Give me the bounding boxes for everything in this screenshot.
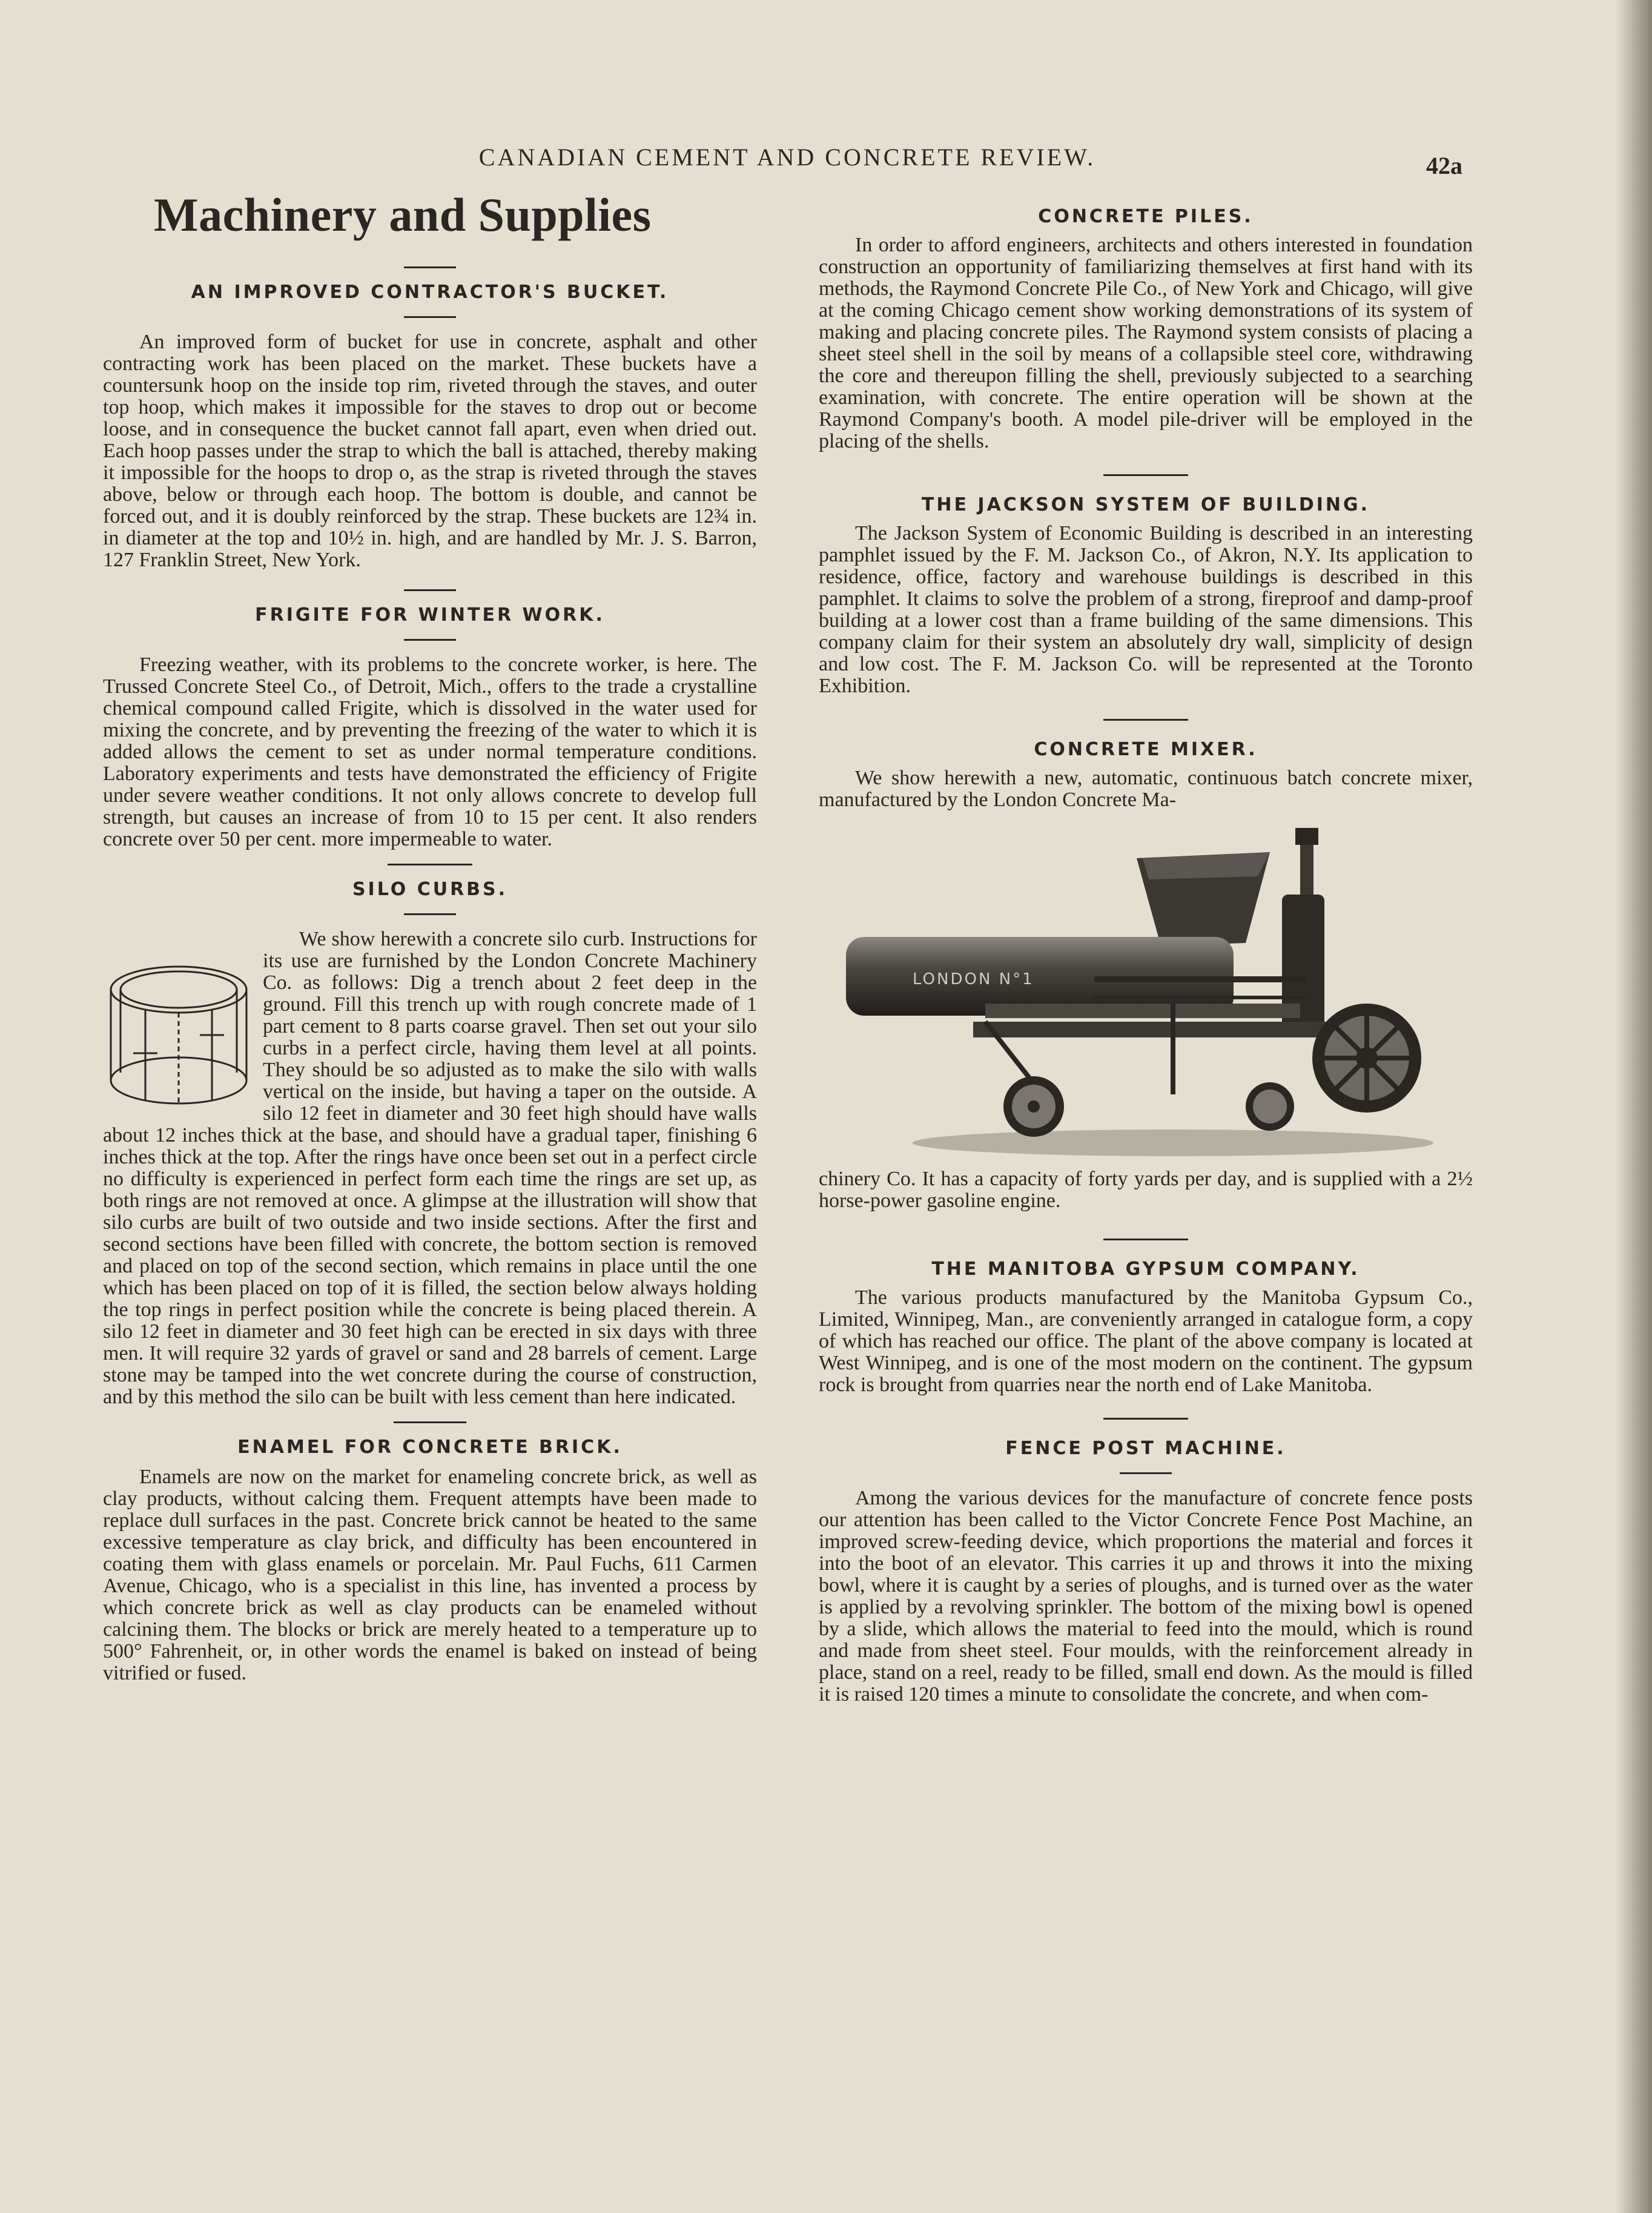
heading-piles: CONCRETE PILES. <box>1038 206 1254 227</box>
right-column <box>819 200 1473 1705</box>
article-piles: In order to afford engineers, architects and others interested in foundation construction an opportunity of familiarizing themselves at first hand with its methods, the Raymond Concrete Pile Co., of New York and Chicago, will give at the coming Chicago cement show working demonstrations of its system of making and placing concrete piles. The Raymond system consists of placing a sheet steel shell in the soil by means of a collapsible steel core, withdrawing the core and thereupon filling the shell, previously subjected to a searching examination, with concrete. The entire operation will be shown at the Raymond Company's booth. A model pile-driver will be employed in the placing of the shells. <box>819 234 1473 452</box>
divider <box>404 266 456 268</box>
heading-silo: SILO CURBS. <box>352 879 508 900</box>
article-silo: We show herewith a concrete silo curb. Instructions for its use are furnished by the London Concrete Machinery Co. as follows: Dig a trench about 2 feet deep in the ground. Fill this trench up with rough concrete made of 1 part cement to 8 parts coarse gravel. Then set out your silo curbs in a perfect circle, having them level at all points. They should be so adjusted as to make the silo with walls vertical on the inside, but having a taper on the outside. A silo 12 feet in diameter and 30 feet high should have walls about 12 inches thick at the base, and should have a gradual taper, finishing 6 inches thick at the top. After the rings have once been set out in a perfect circle no difficulty is experienced in perfect form each time the rings are set up, as both rings are not removed at once. A glimpse at the illustration will show that silo curbs are built of two outside and two inside sections. After the first and second sections have been filled with concrete, the bottom section is removed and placed on top of the second section, which remains in place until the one which has been placed on top of it is filled, the section below always holding the top rings in perfect position while the concrete is being placed therein. A silo 12 feet in diameter and 30 feet high can be erected in six days with three men. It will require 32 yards of gravel or sand and 28 barrels of cement. Large stone may be tamped into the wet concrete during the course of construction, and by this method the silo can be built with less cement than here indicated. <box>103 928 757 1408</box>
heading-bucket: AN IMPROVED CONTRACTOR'S BUCKET. <box>191 282 669 303</box>
mixer-plate-text: LONDON N°1 <box>913 970 1034 988</box>
divider <box>404 639 456 641</box>
divider <box>1103 719 1188 721</box>
heading-enamel: ENAMEL FOR CONCRETE BRICK. <box>237 1437 623 1458</box>
divider <box>404 589 456 591</box>
article-fence: Among the various devices for the manufacture of concrete fence posts our attention has been called to the Victor Concrete Fence Post Machine, an improved screw-feeding device, which proportions the material and forces it into the boot of an elevator. This carries it up and throws it into the mixing bowl, where it is caught by a series of ploughs, and is turned over as the water is applied by a revolving sprinkler. The bottom of the mixing bowl is opened by a slide, which allows the material to feed into the mould, which is round and made from sheet steel. Four moulds, with the reinforcement already in place, stand on a reel, ready to be filled, small end down. As the mould is filled it is raised 120 times a minute to consolidate the concrete, and when com- <box>819 1487 1473 1705</box>
article-jackson: The Jackson System of Economic Building is described in an interesting pamphlet issued by the F. M. Jackson Co., of Akron, N.Y. Its application to residence, office, factory and warehouse buildings is described in this pamphlet. It claims to solve the problem of a strong, fireproof and damp-proof building at a lower cost than a frame building of the same dimensions. This company claim for their system an absolutely dry wall, simplicity of design and low cost. The F. M. Jackson Co. will be represented at the Toronto Exhibition. <box>819 522 1473 697</box>
heading-fence: FENCE POST MACHINE. <box>1005 1438 1286 1459</box>
heading-frigite: FRIGITE FOR WINTER WORK. <box>255 604 605 626</box>
article-bucket: An improved form of bucket for use in concrete, asphalt and other contracting work has been placed on the market. These buckets have a countersunk hoop on the inside top rim, riveted through the staves, and outer top hoop, which makes it impossible for the staves to drop out or become loose, and in consequence the bucket cannot fall apart, even when dried out. Each hoop passes under the strap to which the ball is attached, thereby making it impossible for the hoops to drop o, as the strap is riveted through the staves above, below or through each hoop. The bottom is double, and cannot be forced out, and it is doubly reinforced by the strap. These buckets are 12¾ in. in diameter at the top and 10½ in. high, and are handled by Mr. J. S. Barron, 127 Franklin Street, New York. <box>103 331 757 571</box>
divider <box>404 316 456 318</box>
divider <box>1120 1472 1172 1474</box>
divider <box>404 913 456 915</box>
running-head: CANADIAN CEMENT AND CONCRETE REVIEW. <box>478 144 1096 171</box>
article-frigite: Freezing weather, with its problems to the concrete worker, is here. The Trussed Concrete Steel Co., of Detroit, Mich., offers to the trade a crystalline chemical compound called Frigite, which is dissolved in the water used for mixing the concrete, and by preventing the freezing of the water to which it is added allows the cement to set as under normal temperature conditions. Laboratory experiments and tests have demonstrated the efficiency of Frigite under severe weather conditions. It not only allows concrete to develop full strength, but causes an increase of from 10 to 15 per cent. It also renders concrete over 50 per cent. more impermeable to water. <box>103 653 757 850</box>
silo-article-wrap <box>103 928 757 1408</box>
divider <box>394 1421 466 1423</box>
page-title: Machinery and Supplies <box>154 188 652 241</box>
left-column <box>103 188 757 1684</box>
divider <box>1103 1239 1188 1240</box>
concrete-mixer-illustration <box>834 822 1458 1161</box>
heading-manitoba: THE MANITOBA GYPSUM COMPANY. <box>931 1259 1360 1280</box>
article-enamel: Enamels are now on the market for enameling concrete brick, as well as clay products, without calcing them. Frequent attempts have been made to replace dull surfaces in the past. Concrete brick cannot be heated to the same excessive temperature as clay brick, and difficulty has been encountered in coating them with glass enamels or porcelain. Mr. Paul Fuchs, 611 Carmen Avenue, Chicago, who is a specialist in this line, has invented a process by which concrete brick as well as clay products can be enameled without calcining them. The blocks or brick are merely heated to a temperature up to 500° Fahrenheit, or, in other words the enamel is baked on instead of being vitrified or fused. <box>103 1466 757 1684</box>
divider <box>1103 474 1188 476</box>
article-manitoba: The various products manufactured by the Manitoba Gypsum Co., Limited, Winnipeg, Man., are conveniently arranged in catalogue form, a copy of which has reached our office. The plant of the above company is located at West Winnipeg, and is one of the most modern on the continent. The gypsum rock is brought from quarries near the north end of Lake Manitoba. <box>819 1286 1473 1396</box>
page-edge-shadow <box>1616 0 1652 2213</box>
heading-jackson: THE JACKSON SYSTEM OF BUILDING. <box>921 494 1370 515</box>
divider <box>388 864 472 865</box>
article-mixer-part1: We show herewith a new, automatic, continuous batch concrete mixer, manufactured by the London Concrete Ma- <box>819 767 1473 811</box>
page-number: 42a <box>1426 152 1462 179</box>
heading-mixer: CONCRETE MIXER. <box>1034 739 1258 760</box>
silo-curb-illustration <box>103 932 254 1108</box>
article-mixer-part2: chinery Co. It has a capacity of forty yards per day, and is supplied with a 2½ horse-power gasoline engine. <box>819 1168 1473 1212</box>
divider <box>1103 1418 1188 1420</box>
